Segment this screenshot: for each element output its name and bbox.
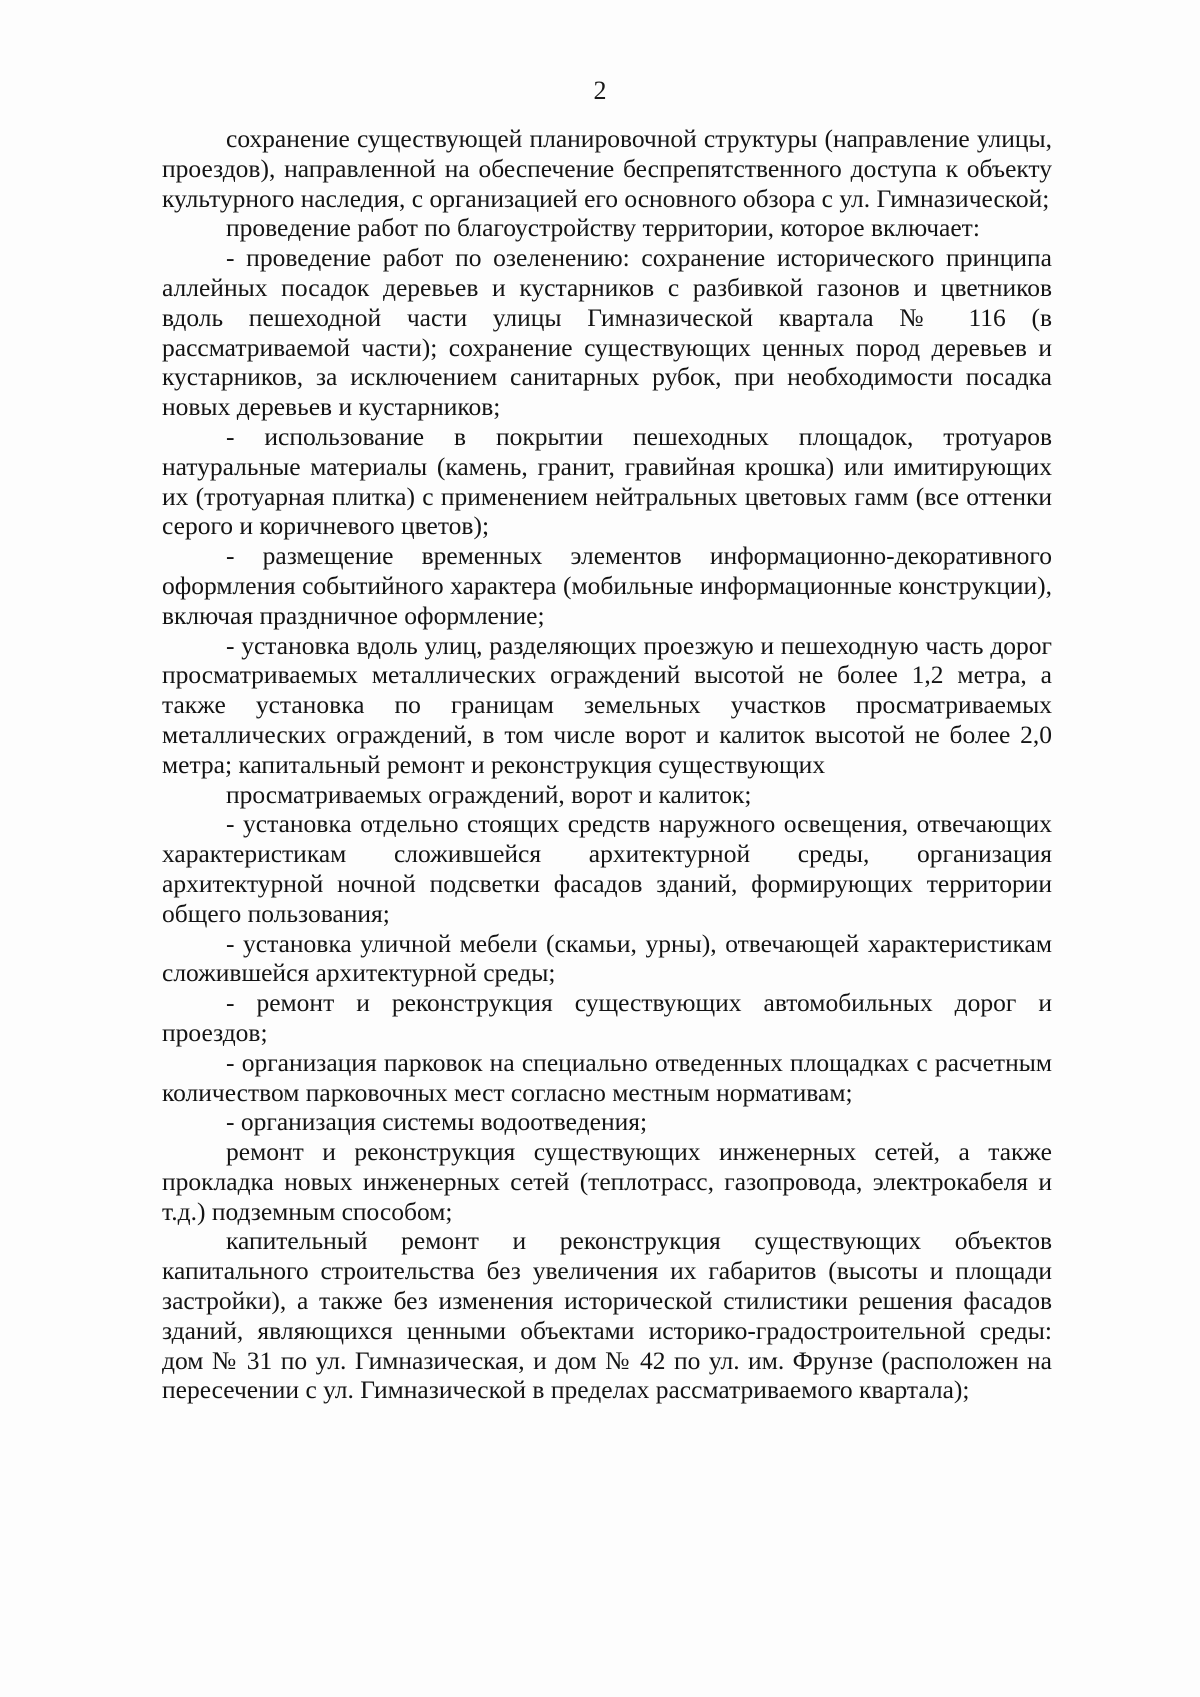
paragraph: проведение работ по благоустройству территории, которое включает: [226, 213, 980, 243]
paragraph: - ремонт и реконструкция существующих автомобильных дорог и проездов; [162, 988, 1052, 1047]
paragraph: - организация парковок на специально отведенных площадках с расчетным количеством парковочных мест согласно местным нормативам; [162, 1047, 1052, 1107]
paragraph: просматриваемых ограждений, ворот и калиток; [226, 779, 752, 809]
paragraph: сохранение существующей планировочной структуры (направление улицы, проездов), направленной на обеспечение беспрепятственного доступа к объекту культурного наследия, с организацией его основного обзора с ул. Гимназической; [162, 124, 1052, 213]
paragraph: - размещение временных элементов информационно-декоративного оформления событийного характера (мобильные информационные конструкции), включая праздничное оформление; [162, 541, 1052, 630]
document-body [162, 124, 1052, 1405]
paragraph: - использование в покрытии пешеходных площадок, тротуаров натуральные материалы (камень, гранит, гравийная крошка) или имитирующих их (тротуарная плитка) с применением нейтральных цветовых гамм (все оттенки серого и коричневого цветов); [162, 421, 1052, 541]
paragraph: капительный ремонт и реконструкция существующих объектов капитального строительства без увеличения их габаритов (высоты и площади застройки), а также без изменения исторической стилистики решения фасадов зданий, являющихся ценными объектами историко-градостроительной среды: дом № 31 по ул. Гимназическая, и дом № 42 по ул. им. Фрунзе (расположен на пересечении с ул. Гимназической в пределах рассматриваемого квартала); [162, 1226, 1052, 1405]
paragraph: ремонт и реконструкция существующих инженерных сетей, а также прокладка новых инженерных сетей (теплотрасс, газопровода, электрокабеля и т.д.) подземным способом; [162, 1137, 1052, 1226]
paragraph: - установка отдельно стоящих средств наружного освещения, отвечающих характеристикам сложившейся архитектурной среды, организация архитектурной ночной подсветки фасадов зданий, формирующих территории общего пользования; [162, 809, 1052, 928]
paragraph: - установка вдоль улиц, разделяющих проезжую и пешеходную часть дорог просматриваемых металлических ограждений высотой не более 1,2 метра, а также установка по границам земельных участков просматриваемых металлических ограждений, в том числе ворот и калиток высотой не более 2,0 метра; капитальный ремонт и реконструкция существующих [162, 630, 1052, 779]
paragraph: - организация системы водоотведения; [226, 1107, 648, 1137]
page-number: 2 [593, 76, 607, 105]
paragraph: - установка уличной мебели (скамьи, урны), отвечающей характеристикам сложившейся архитектурной среды; [162, 928, 1052, 988]
paragraph: - проведение работ по озеленению: сохранение исторического принципа аллейных посадок деревьев и кустарников с разбивкой газонов и цветников вдоль пешеходной части улицы Гимназической квартала № 116 (в рассматриваемой части); сохранение существующих ценных пород деревьев и кустарников, за исключением санитарных рубок, при необходимости посадка новых деревьев и кустарников; [162, 243, 1052, 422]
